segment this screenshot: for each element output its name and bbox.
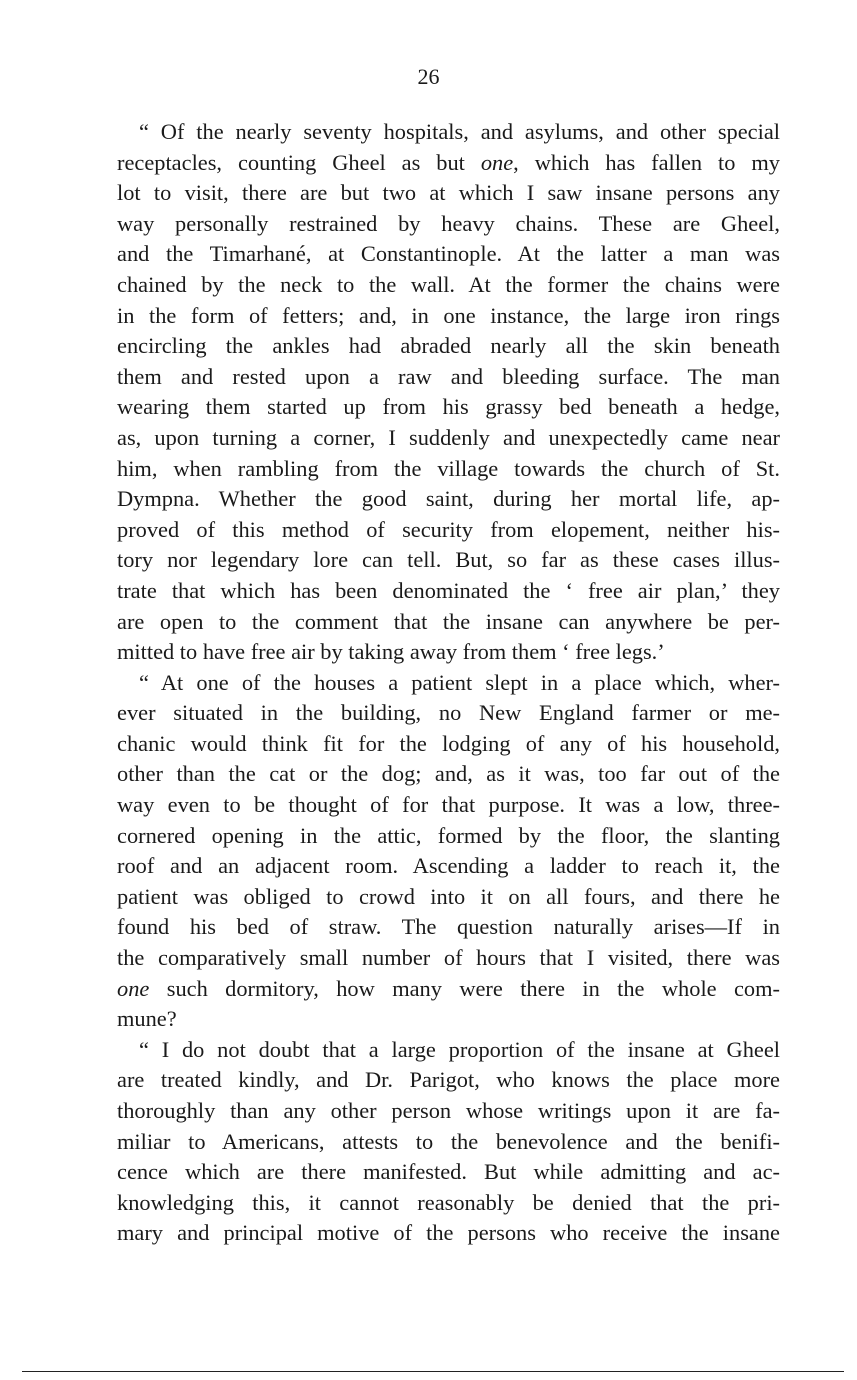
text-line: miliar to Americans, attests to the benevolence and the benifi- xyxy=(117,1128,780,1154)
text-line: roof and an adjacent room. Ascending a ladder to reach it, the xyxy=(117,853,780,879)
text-segment: , which has fallen to my xyxy=(513,149,781,175)
text-line: Dympna. Whether the good saint, during her mortal life, ap- xyxy=(117,486,780,512)
text-line: tory nor legendary lore can tell. But, so far as these cases illus- xyxy=(117,547,780,573)
text-line: patient was obliged to crowd into it on all fours, and there he xyxy=(117,883,780,909)
text-line: trate that which has been denominated the ‘ free air plan,’ they xyxy=(117,577,780,603)
text-line: cence which are there manifested. But while admitting and ac- xyxy=(117,1159,780,1185)
text-line: found his bed of straw. The question naturally arises—If in xyxy=(117,914,780,940)
text-line: knowledging this, it cannot reasonably be denied that the pri- xyxy=(117,1189,780,1215)
text-line: way personally restrained by heavy chains. These are Gheel, xyxy=(117,210,780,236)
text-line: encircling the ankles had abraded nearly all the skin beneath xyxy=(117,333,780,359)
page-number: 26 xyxy=(417,64,440,89)
text-segment: receptacles, counting Gheel as but xyxy=(117,149,481,175)
text-line: “ I do not doubt that a large proportion of the insane at Gheel xyxy=(139,1036,780,1062)
text-line: chanic would think fit for the lodging of any of his household, xyxy=(117,730,780,756)
text-line: way even to be thought of for that purpose. It was a low, three- xyxy=(117,792,780,818)
text-line: are open to the comment that the insane can anywhere be per- xyxy=(117,608,780,634)
text-line: in the form of fetters; and, in one instance, the large iron rings xyxy=(117,302,780,328)
text-line: thoroughly than any other person whose writings upon it are fa- xyxy=(117,1098,780,1123)
italic-word: one xyxy=(117,975,150,1001)
text-line: as, upon turning a corner, I suddenly and unexpectedly came near xyxy=(117,424,780,450)
text-line: ever situated in the building, no New England farmer or me- xyxy=(117,700,780,726)
text-line: mune? xyxy=(117,1006,177,1032)
text-line: them and rested upon a raw and bleeding surface. The man xyxy=(117,363,780,389)
text-line: proved of this method of security from elopement, neither his- xyxy=(117,516,780,542)
text-line: are treated kindly, and Dr. Parigot, who knows the place more xyxy=(117,1067,780,1093)
text-line xyxy=(117,974,780,1005)
text-line: wearing them started up from his grassy bed beneath a hedge, xyxy=(117,394,780,420)
italic-word: one xyxy=(480,149,514,175)
text-line: mary and principal motive of the persons who receive the insane xyxy=(117,1220,780,1246)
text-line: the comparatively small number of hours that I visited, there was xyxy=(117,945,780,971)
text-line: other than the cat or the dog; and, as it was, too far out of the xyxy=(117,761,780,787)
text-line: “ At one of the houses a patient slept in a place which, wher- xyxy=(139,669,780,695)
text-line: lot to visit, there are but two at which I saw insane persons any xyxy=(117,180,780,206)
body-text xyxy=(117,117,780,1249)
text-line: chained by the neck to the wall. At the former the chains were xyxy=(117,271,780,297)
text-line: cornered opening in the attic, formed by the floor, the slanting xyxy=(117,822,780,848)
text-line: and the Timarhané, at Constantinople. At the latter a man was xyxy=(117,241,780,267)
bottom-rule xyxy=(22,1371,844,1372)
text-line xyxy=(117,148,780,179)
text-line: “ Of the nearly seventy hospitals, and asylums, and other special xyxy=(139,119,780,144)
text-segment: such dormitory, how many were there in the whole com- xyxy=(149,975,780,1001)
text-line: him, when rambling from the village towards the church of St. xyxy=(117,455,780,481)
text-line: mitted to have free air by taking away from them ‘ free legs.’ xyxy=(117,639,665,665)
